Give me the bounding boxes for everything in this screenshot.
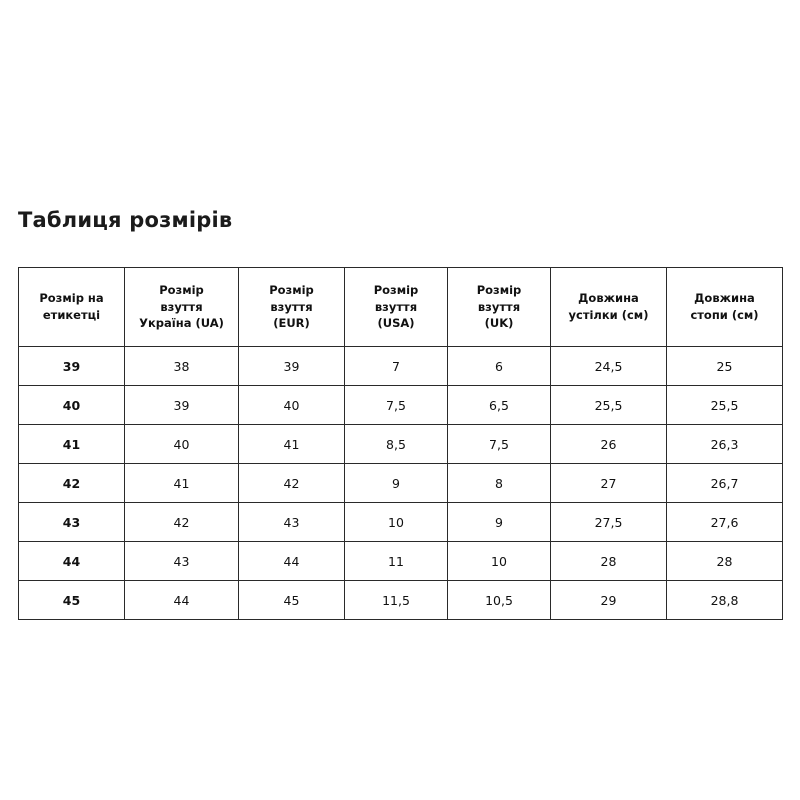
cell-ua-size: 44 <box>125 581 239 620</box>
cell-eur-size: 45 <box>239 581 345 620</box>
cell-usa-size: 11 <box>345 542 448 581</box>
header-line: (UK) <box>484 316 514 331</box>
cell-foot-length: 26,7 <box>667 464 783 503</box>
header-line: Розмір <box>269 282 314 297</box>
column-header-ua-size <box>125 268 239 347</box>
cell-usa-size: 7,5 <box>345 386 448 425</box>
size-table-container <box>18 267 782 620</box>
cell-label-size: 42 <box>19 464 125 503</box>
cell-label-size: 39 <box>19 347 125 386</box>
cell-usa-size: 8,5 <box>345 425 448 464</box>
cell-uk-size: 9 <box>448 503 551 542</box>
table-row <box>19 386 783 425</box>
cell-label-size: 41 <box>19 425 125 464</box>
header-line: (USA) <box>377 316 415 331</box>
header-line: Довжина <box>694 291 755 306</box>
header-line: взуття <box>374 299 418 314</box>
cell-eur-size: 44 <box>239 542 345 581</box>
cell-foot-length: 25 <box>667 347 783 386</box>
cell-eur-size: 40 <box>239 386 345 425</box>
cell-insole-length: 24,5 <box>551 347 667 386</box>
cell-foot-length: 26,3 <box>667 425 783 464</box>
cell-ua-size: 43 <box>125 542 239 581</box>
cell-uk-size: 7,5 <box>448 425 551 464</box>
table-row <box>19 425 783 464</box>
cell-eur-size: 42 <box>239 464 345 503</box>
table-row <box>19 347 783 386</box>
column-header-eur-size <box>239 268 345 347</box>
table-row <box>19 503 783 542</box>
cell-uk-size: 10 <box>448 542 551 581</box>
cell-insole-length: 27 <box>551 464 667 503</box>
cell-ua-size: 42 <box>125 503 239 542</box>
cell-insole-length: 28 <box>551 542 667 581</box>
header-line: взуття <box>270 299 313 314</box>
cell-insole-length: 26 <box>551 425 667 464</box>
table-row <box>19 464 783 503</box>
cell-eur-size: 39 <box>239 347 345 386</box>
cell-label-size: 45 <box>19 581 125 620</box>
cell-label-size: 44 <box>19 542 125 581</box>
cell-eur-size: 41 <box>239 425 345 464</box>
cell-usa-size: 7 <box>345 347 448 386</box>
header-line: взуття <box>477 299 521 314</box>
header-line: Розмір <box>159 282 204 297</box>
cell-ua-size: 41 <box>125 464 239 503</box>
header-line: стопи (см) <box>690 308 759 322</box>
size-table <box>18 267 783 620</box>
cell-insole-length: 25,5 <box>551 386 667 425</box>
cell-uk-size: 8 <box>448 464 551 503</box>
column-header-insole-length <box>551 268 667 347</box>
cell-insole-length: 27,5 <box>551 503 667 542</box>
table-body <box>19 347 783 620</box>
header-line: взуття <box>160 299 203 314</box>
column-header-foot-length <box>667 268 783 347</box>
cell-ua-size: 40 <box>125 425 239 464</box>
header-line: Розмір на <box>39 291 104 306</box>
cell-usa-size: 10 <box>345 503 448 542</box>
column-header-label-size <box>19 268 125 347</box>
table-header <box>19 268 783 347</box>
header-line: Україна (UA) <box>139 316 224 331</box>
cell-usa-size: 9 <box>345 464 448 503</box>
cell-foot-length: 27,6 <box>667 503 783 542</box>
cell-label-size: 43 <box>19 503 125 542</box>
cell-uk-size: 10,5 <box>448 581 551 620</box>
cell-foot-length: 28 <box>667 542 783 581</box>
table-header-row <box>19 268 783 347</box>
cell-foot-length: 28,8 <box>667 581 783 620</box>
header-line: устілки (см) <box>568 308 649 322</box>
cell-eur-size: 43 <box>239 503 345 542</box>
cell-usa-size: 11,5 <box>345 581 448 620</box>
cell-uk-size: 6 <box>448 347 551 386</box>
header-line: (EUR) <box>273 316 310 331</box>
cell-ua-size: 38 <box>125 347 239 386</box>
column-header-uk-size <box>448 268 551 347</box>
cell-ua-size: 39 <box>125 386 239 425</box>
column-header-usa-size <box>345 268 448 347</box>
cell-foot-length: 25,5 <box>667 386 783 425</box>
page-title: Таблиця розмірів <box>18 208 233 232</box>
cell-insole-length: 29 <box>551 581 667 620</box>
cell-uk-size: 6,5 <box>448 386 551 425</box>
header-line: Розмір <box>373 282 419 297</box>
table-row <box>19 542 783 581</box>
cell-label-size: 40 <box>19 386 125 425</box>
table-row <box>19 581 783 620</box>
header-line: етикетці <box>42 308 101 322</box>
header-line: Довжина <box>578 291 639 306</box>
header-line: Розмір <box>476 282 522 297</box>
